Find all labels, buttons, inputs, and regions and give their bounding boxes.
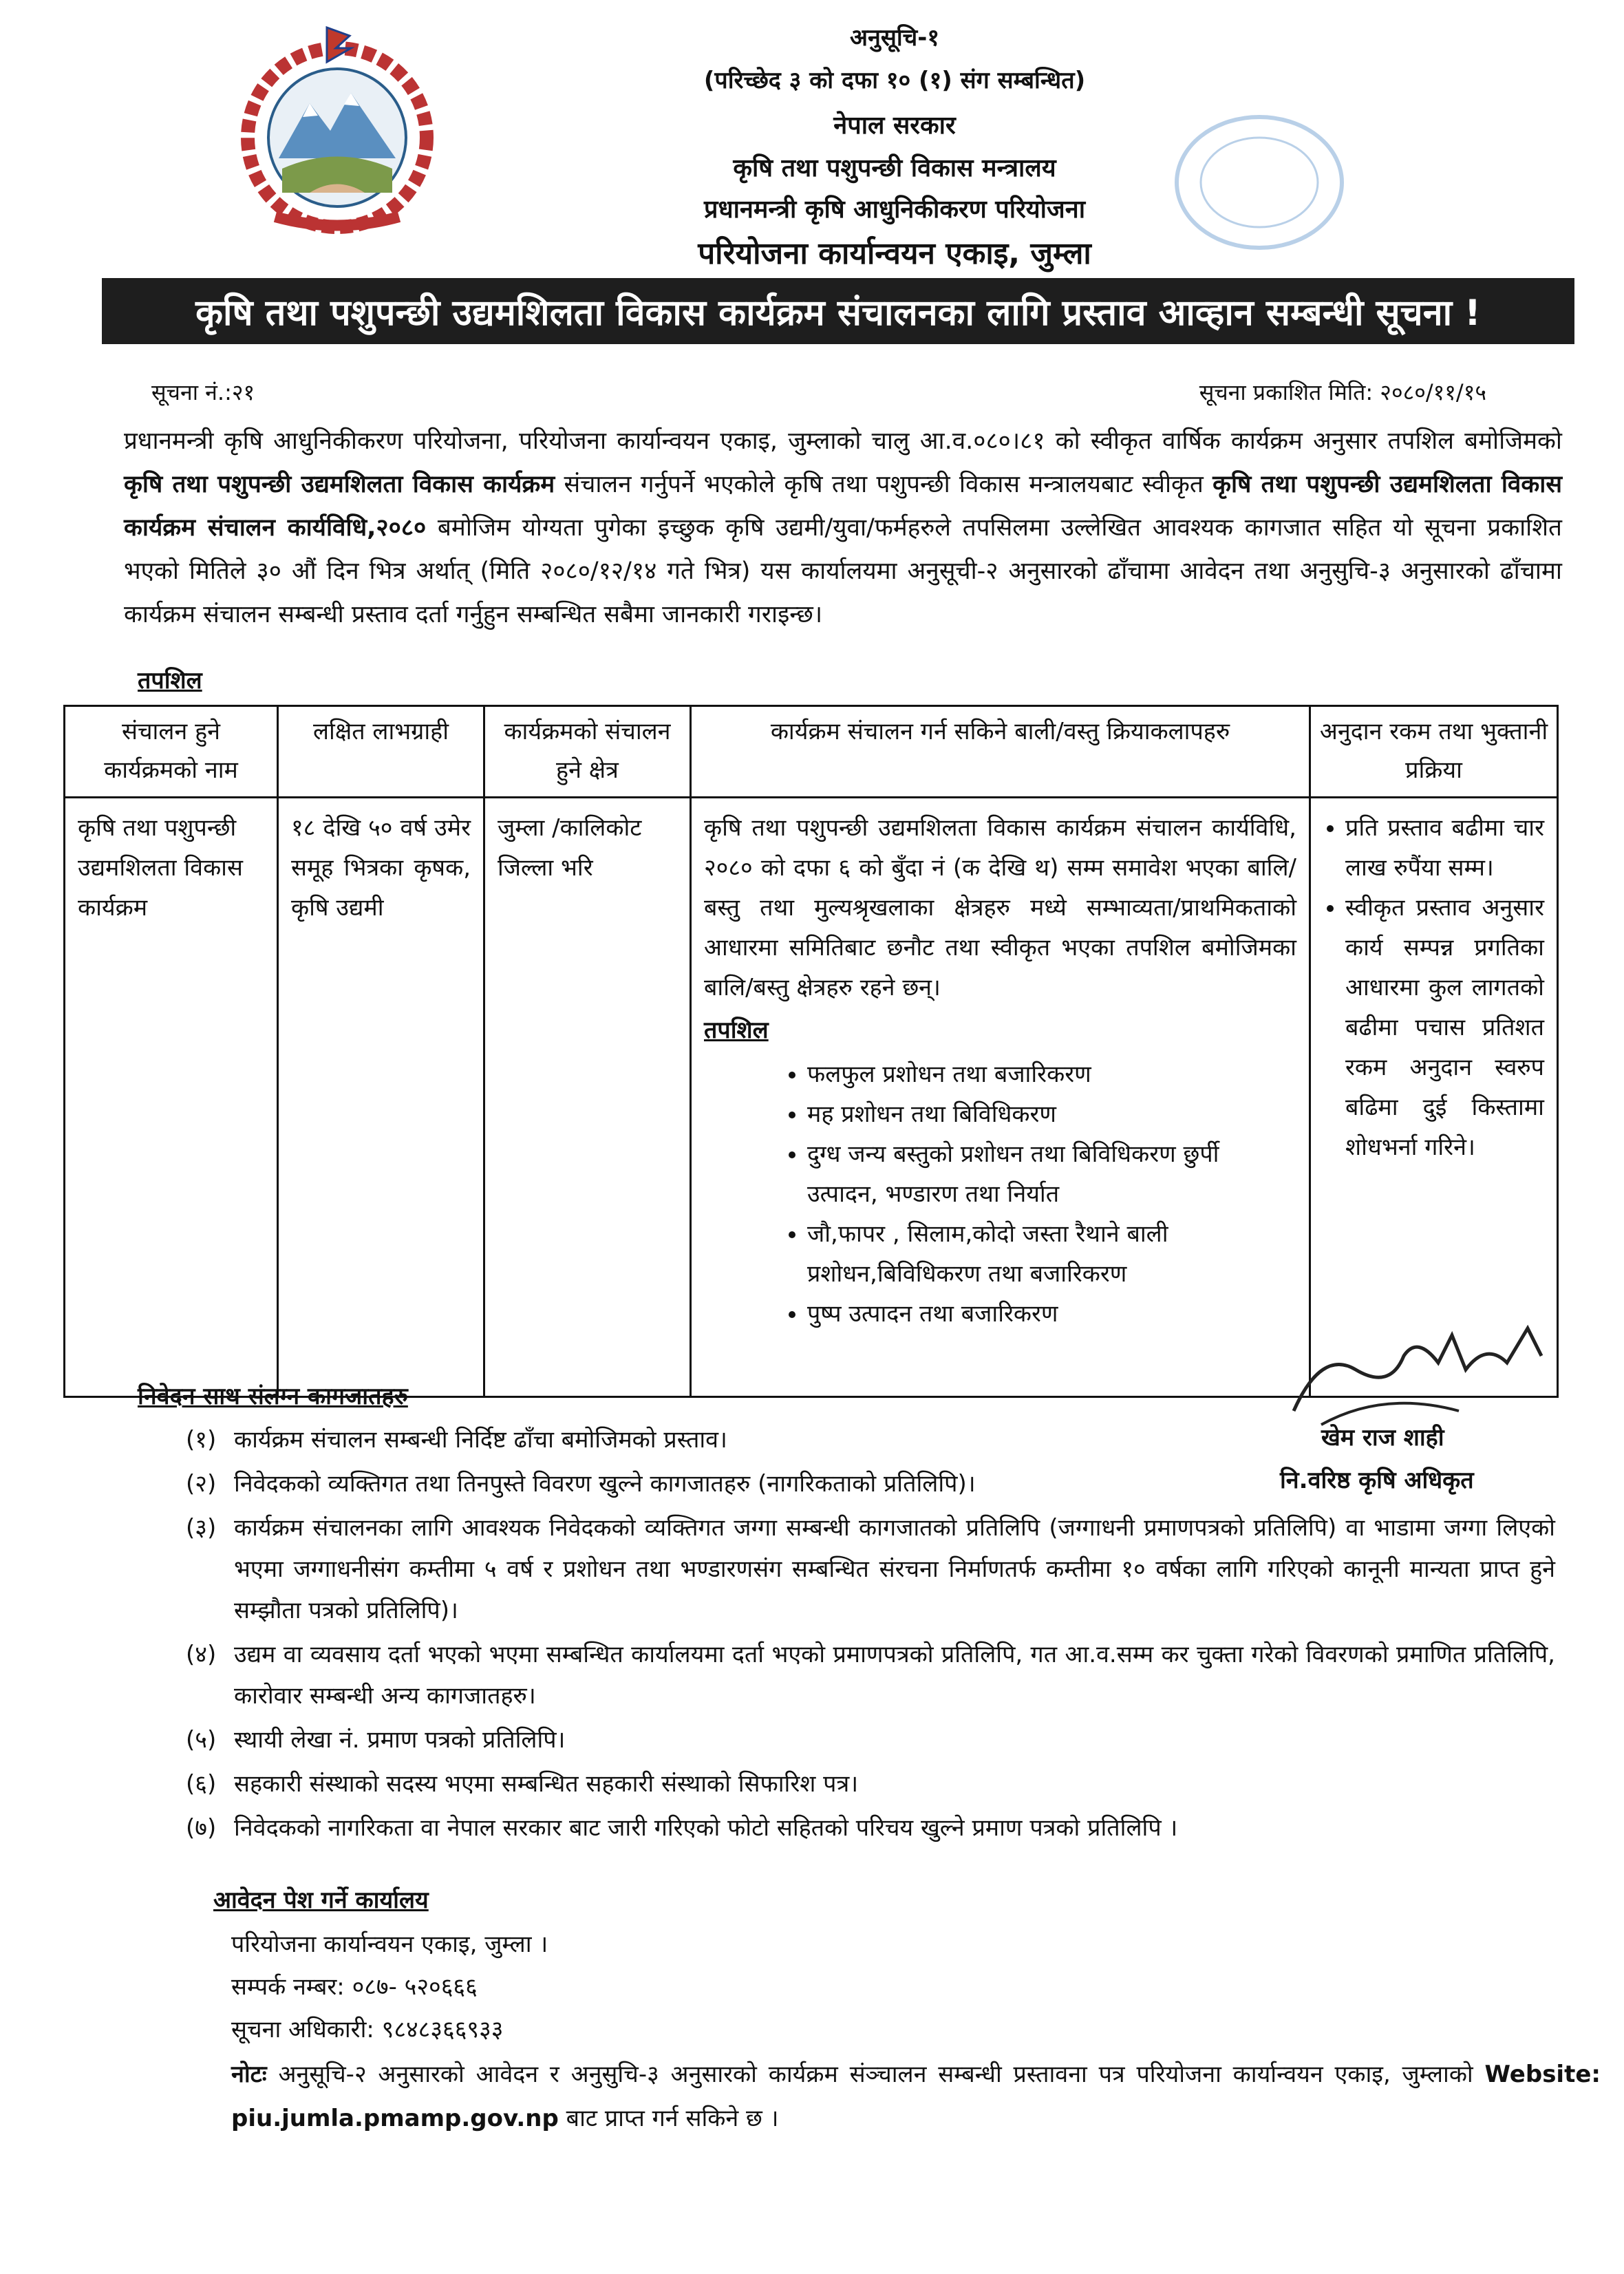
grant-terms-list [1323, 808, 1544, 1167]
intro-bold-1: कृषि तथा पशुपन्छी उद्यमशिलता विकास कार्यक्रम [124, 471, 555, 498]
list-item: • स्वीकृत प्रस्ताव अनुसार कार्य सम्पन्न प्रगतिका आधारमा कुल लागतको बढीमा पचास प्रतिशत रकम अनुदान स्वरुप बढिमा दुई किस्तामा शोधभर्ना गरिने। [1345, 888, 1544, 1167]
reference-label: (परिच्छेद ३ को दफा १० (१) संग सम्बन्धित) [703, 67, 1086, 94]
table-header: संचालन हुने कार्यक्रमको नाम [65, 706, 278, 798]
note-tail: बाट प्राप्त गर्न सकिने छ । [558, 2105, 779, 2132]
grant-cell [1310, 798, 1558, 1397]
list-item: • जौ,फापर , सिलाम,कोदो जस्ता रैथाने बाली प्रशोधन,बिविधिकरण तथा बजारिकरण [807, 1214, 1296, 1294]
item-number: (७) [186, 1814, 217, 1842]
note-text: अनुसूचि-२ अनुसारको आवेदन र अनुसुचि-३ अनुसारको कार्यक्रम संञ्चालन सम्बन्धी प्रस्तावना पत्र परियोजना कार्यान्वयन एकाइ, जुम्लाको [266, 2061, 1485, 2088]
website-label: Website: [1484, 2061, 1601, 2088]
intro-text-1: प्रधानमन्त्री कृषि आधुनिकीकरण परियोजना, परियोजना कार्यान्वयन एकाइ, जुम्लाको चालु आ.व.०८०।८१ को स्वीकृत वार्षिक कार्यक्रम अनुसार तपशिल बमोजिमको [124, 427, 1562, 455]
unit-label: परियोजना कार्यान्वयन एकाइ, जुम्ला [698, 236, 1091, 271]
list-item [186, 1634, 1555, 1717]
item-number: (६) [186, 1770, 217, 1798]
nepal-emblem-icon [227, 21, 447, 234]
item-text: सहकारी संस्थाको सदस्य भएमा सम्बन्धित सहकारी संस्थाको सिफारिश पत्र। [234, 1770, 859, 1798]
activities-text: कृषि तथा पशुपन्छी उद्यमशिलता विकास कार्यक्रम संचालन कार्यविधि, २०८० को दफा ६ को बुँदा नं (क देखि थ) सम्म समावेश भएका बालि/बस्तु तथा मुल्यश्रृखलाका क्षेत्रहरु मध्ये सम्भाव्यता/प्राथमिकताको आधारमा समितिबाट छनौट तथा स्वीकृत भएका तपशिल बमोजिमका बालि/बस्तु क्षेत्रहरु रहने छन्। [704, 814, 1296, 1001]
activities-cell [691, 798, 1310, 1397]
table-header: अनुदान रकम तथा भुक्तानी प्रक्रिया [1310, 706, 1558, 798]
list-item [186, 1807, 1555, 1849]
item-number: (१) [186, 1426, 217, 1454]
government-label: नेपाल सरकार [833, 111, 956, 140]
signature-icon [1280, 1308, 1569, 1432]
area-cell: जुम्ला /कालिकोट जिल्ला भरि [484, 798, 691, 1397]
published-date: सूचना प्रकाशित मिति: २०८०/११/१५ [1199, 379, 1486, 405]
table-header: लक्षित लाभग्राही [278, 706, 484, 798]
note-label: नोटः [231, 2061, 267, 2088]
list-item: • फलफुल प्रशोधन तथा बजारिकरण [807, 1054, 1296, 1094]
list-item [186, 1463, 1307, 1505]
notice-number: सूचना नं.:२१ [151, 379, 255, 405]
intro-paragraph [124, 420, 1562, 637]
item-text: कार्यक्रम संचालनका लागि आवश्यक निवेदकको व्यक्तिगत जग्गा सम्बन्धी कागजातको प्रतिलिपि (जग्गाधनी प्रमाणपत्रको प्रतिलिपि) वा भाडामा जग्गा लिएको भएमा जग्गाधनीसंग कम्तीमा ५ वर्ष र प्रशोधन तथा भण्डारणसंग सम्बन्धित संरचना निर्माणतर्फ कम्तीमा १० वर्षका लागि गरिएको कानूनी मान्यता प्राप्त हुने सम्झौता पत्रको प्रतिलिपि)। [234, 1514, 1555, 1624]
item-number: (४) [186, 1641, 217, 1668]
item-text: निवेदकको व्यक्तिगत तथा तिनपुस्ते विवरण खुल्ने कागजातहरु (नागरिकताको प्रतिलिपि)। [234, 1470, 976, 1498]
item-text: कार्यक्रम संचालन सम्बन्धी निर्दिष्ट ढाँचा बमोजिमको प्रस्ताव। [234, 1426, 727, 1454]
list-item: • पुष्प उत्पादन तथा बजारिकरण [807, 1294, 1296, 1334]
project-label: प्रधानमन्त्री कृषि आधुनिकीकरण परियोजना [703, 195, 1086, 224]
office-name: परियोजना कार्यान्वयन एकाइ, जुम्ला । [231, 1931, 548, 1958]
table-header: कार्यक्रमको संचालन हुने क्षेत्र [484, 706, 691, 798]
list-item [186, 1763, 1555, 1805]
intro-text-2: संचालन गर्नुपर्ने भएकोले कृषि तथा पशुपन्छी विकास मन्त्रालयबाट स्वीकृत [555, 471, 1213, 498]
signatory-name: खेम राज शाही [1321, 1424, 1444, 1452]
table-row [65, 798, 1558, 1397]
list-item [186, 1507, 1555, 1631]
website-link[interactable]: piu.jumla.pmamp.gov.np [231, 2105, 559, 2132]
tapsil-heading: तपशिल [138, 667, 202, 694]
item-number: (२) [186, 1470, 217, 1498]
intro-bold-2: कृषि तथा पशुपन्छी उद्यमशिलता विकास कार्यक्रम संचालन कार्यविधि,२०८० [124, 471, 1563, 542]
item-text: उद्यम वा व्यवसाय दर्ता भएको भएमा सम्बन्धित कार्यालयमा दर्ता भएको प्रमाणपत्रको प्रतिलिपि, गत आ.व.सम्म कर चुक्ता गरेको विवरणको प्रमाणित प्रतिलिपि, कारोवार सम्बन्धी अन्य कागजातहरु। [234, 1641, 1555, 1710]
signatory-title: नि.वरिष्ठ कृषि अधिकृत [1280, 1467, 1474, 1494]
notice-banner: कृषि तथा पशुपन्छी उद्यमशिलता विकास कार्यक्रम संचालनका लागि प्रस्ताव आव्हान सम्बन्धी सूचना ! [102, 278, 1574, 344]
program-cell: कृषि तथा पशुपन्छी उद्यमशिलता विकास कार्यक्रम [65, 798, 278, 1397]
table-header: कार्यक्रम संचालन गर्न सकिने बाली/वस्तु क्रियाकलापहरु [691, 706, 1310, 798]
list-item [186, 1419, 1307, 1460]
list-item: • मह प्रशोधन तथा बिविधिकरण [807, 1094, 1296, 1134]
list-item [186, 1719, 1555, 1761]
office-contact: सम्पर्क नम्बर: ०८७- ५२०६६६ [231, 1973, 478, 2001]
item-number: (५) [186, 1726, 217, 1754]
list-item: • दुग्ध जन्य बस्तुको प्रशोधन तथा बिविधिकरण छुर्पी उत्पादन, भण्डारण तथा निर्यात [807, 1134, 1296, 1214]
documents-heading: निवेदन साथ संलग्न कागजातहरु [138, 1383, 408, 1410]
list-item: • प्रति प्रस्ताव बढीमा चार लाख रुपैंया सम्म। [1345, 808, 1544, 888]
table-header-row [65, 706, 1558, 798]
note-paragraph [231, 2052, 1601, 2140]
beneficiary-cell: १८ देखि ५० वर्ष उमेर समूह भित्रका कृषक, कृषि उद्यमी [278, 798, 484, 1397]
item-text: स्थायी लेखा नं. प्रमाण पत्रको प्रतिलिपि। [234, 1726, 566, 1754]
activities-list [704, 1054, 1296, 1334]
schedule-label: अनुसूचि-१ [849, 24, 940, 52]
information-officer: सूचना अधिकारी: ९८४८३६६९३३ [231, 2016, 504, 2043]
intro-text-3: बमोजिम योग्यता पुगेका इच्छुक कृषि उद्यमी/युवा/फर्महरुले तपसिलमा उल्लेखित आवश्यक कागजात सहित यो सूचना प्रकाशित भएको मितिले ३० औं दिन भित्र अर्थात् (मिति २०८०/१२/१४ गते भित्र) यस कार्यालयमा अनुसूची-२ अनुसारको ढाँचामा आवेदन तथा अनुसुचि-३ अनुसारको ढाँचामा कार्यक्रम संचालन सम्बन्धी प्रस्ताव दर्ता गर्नुहुन सम्बन्धित सबैमा जानकारी गराइन्छ। [124, 514, 1562, 628]
office-heading: आवेदन पेश गर्ने कार्यालय [213, 1887, 429, 1914]
item-number: (३) [186, 1514, 217, 1542]
item-text: निवेदकको नागरिकता वा नेपाल सरकार बाट जारी गरिएको फोटो सहितको परिचय खुल्ने प्रमाण पत्रको प्रतिलिपि । [234, 1814, 1178, 1842]
program-table [63, 705, 1559, 1398]
activities-subheading: तपशिल [704, 1017, 769, 1044]
ministry-label: कृषि तथा पशुपन्छी विकास मन्त्रालय [733, 154, 1056, 182]
